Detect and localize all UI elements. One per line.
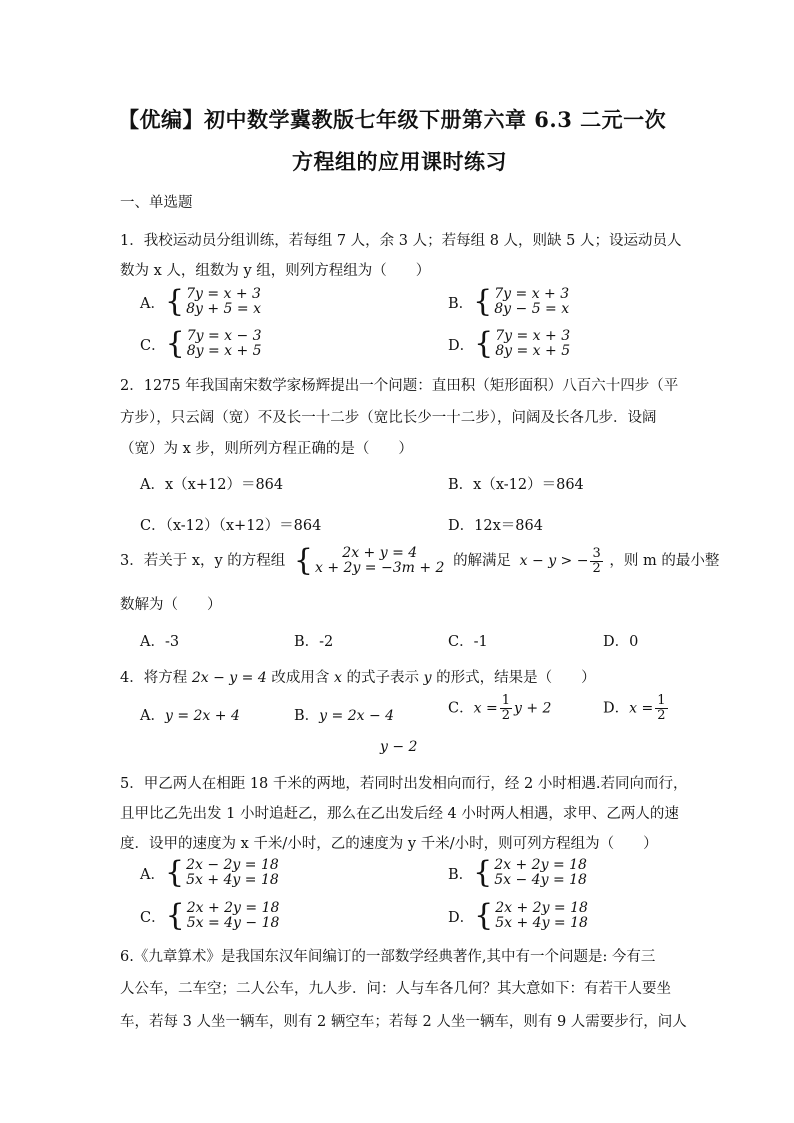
q2-line-2: 方步），只云阔（宽）不及长一十二步（宽比长少一十二步），问阔及长各几步．设阔 xyxy=(120,410,657,426)
q1-option-a xyxy=(140,284,261,319)
q5-option-d xyxy=(448,898,588,933)
q3-line-2: 数解为（ ） xyxy=(120,597,222,613)
equation: 5x = 4y − 18 xyxy=(186,915,280,931)
option-label: A． xyxy=(140,295,165,312)
equation: 5x + 4y = 18 xyxy=(186,872,279,888)
q5-line-1: 5．甲乙两人在相距 18 千米的两地，若同时出发相向而行，经 2 小时相遇.若同向而行， xyxy=(120,776,688,792)
equation: 2x − 2y = 18 xyxy=(186,857,279,873)
q2-option-c: C．（x-12）（x+12）＝864 xyxy=(140,518,322,534)
q3-option-b: B．-2 xyxy=(294,634,334,650)
q4-option-b: B．y = 2x − 4 xyxy=(294,708,395,724)
equation: 8y = x + 5 xyxy=(495,343,571,359)
q4-option-c: C．x = $\frac{1}{2}$ y + 2 xyxy=(448,693,552,723)
option-label: D． xyxy=(448,337,475,354)
q2-option-d: D．12x＝864 xyxy=(448,518,543,534)
q4-option-d-continuation: y − 2 xyxy=(380,739,418,755)
brace-icon: { xyxy=(474,326,494,361)
equation: 5x + 4y = 18 xyxy=(495,915,588,931)
equation: 8y + 5 = x xyxy=(186,301,261,317)
q6-line-1: 6.《九章算术》是我国东汉年间编订的一部数学经典著作,其中有一个问题是: 今有三 xyxy=(120,949,656,965)
q3-line-1: 3．若关于 x，y 的方程组 { 2x + y = 4 x + 2y = −3m + 2 的解满足 x − y > − $\frac{3}{2}$ ，则 m 的最小整 xyxy=(120,543,720,578)
q2-line-1: 2．1275 年我国南宋数学家杨辉提出一个问题：直田积（矩形面积）八百六十四步（平 xyxy=(120,378,679,394)
q1-option-d xyxy=(448,326,571,361)
q6-line-3: 车，若每 3 人坐一辆车，则有 2 辆空车；若每 2 人坐一辆车，则有 9 人需要步行，问人 xyxy=(120,1014,687,1030)
equation: 7y = x − 3 xyxy=(186,328,262,344)
equation: 5x − 4y = 18 xyxy=(494,872,587,888)
equation: 8y − 5 = x xyxy=(494,301,570,317)
q1-line-1: 1．我校运动员分组训练，若每组 7 人，余 3 人；若每组 8 人，则缺 5 人；设运动员人 xyxy=(120,233,682,249)
option-label: D． xyxy=(448,909,475,926)
q3-option-d: D．0 xyxy=(603,634,639,650)
q2-option-a: A．x（x+12）＝864 xyxy=(140,477,284,493)
brace-icon: { xyxy=(293,543,314,578)
equation: 2x + 2y = 18 xyxy=(494,857,587,873)
brace-icon: { xyxy=(164,284,185,319)
q4-option-a: A．y = 2x + 4 xyxy=(140,708,240,724)
option-label: C． xyxy=(140,909,166,926)
brace-icon: { xyxy=(474,898,494,933)
title-line-1: 【优编】初中数学冀教版七年级下册第六章 6.3 二元一次 xyxy=(118,107,667,132)
q4-option-d: D．x = $\frac{1}{2}$ xyxy=(603,693,666,723)
q1-option-c xyxy=(140,326,262,361)
title-line-2: 方程组的应用课时练习 xyxy=(292,149,507,174)
q2-option-b: B．x（x-12）＝864 xyxy=(448,477,584,493)
equation: 2x + y = 4 xyxy=(342,545,418,561)
q3-option-c: C．-1 xyxy=(448,634,488,650)
equation: 7y = x + 3 xyxy=(186,286,261,302)
equation: 2x + 2y = 18 xyxy=(495,900,588,916)
equation: x + 2y = −3m + 2 xyxy=(315,560,445,576)
brace-icon: { xyxy=(164,855,185,890)
equation: 7y = x + 3 xyxy=(494,286,570,302)
equation: 8y = x + 5 xyxy=(186,343,262,359)
q4-line-1: 4．将方程 2x − y = 4 改成用含 x 的式子表示 y 的形式，结果是（ ） xyxy=(120,670,596,686)
q6-line-2: 人公车，二车空；二人公车，九人步．问：人与车各几何？其大意如下：有若干人要坐 xyxy=(120,981,671,997)
brace-icon: { xyxy=(473,284,493,319)
option-label: C． xyxy=(140,337,166,354)
q5-line-3: 度．设甲的速度为 x 千米/小时，乙的速度为 y 千米/小时，则可列方程组为（ ） xyxy=(120,836,658,852)
option-label: B． xyxy=(448,866,474,883)
q5-option-b xyxy=(448,855,587,890)
q1-option-b xyxy=(448,284,570,319)
q5-option-c xyxy=(140,898,280,933)
q3-option-a: A．-3 xyxy=(140,634,180,650)
section-heading: 一、单选题 xyxy=(120,195,193,211)
q5-option-a xyxy=(140,855,279,890)
option-label: A． xyxy=(140,866,165,883)
equation: 7y = x + 3 xyxy=(495,328,571,344)
q5-line-2: 且甲比乙先出发 1 小时追赶乙，那么在乙出发后经 4 小时两人相遇，求甲、乙两人的速 xyxy=(120,806,679,822)
q2-line-3: （宽）为 x 步，则所列方程正确的是（ ） xyxy=(120,441,413,457)
brace-icon: { xyxy=(165,898,185,933)
brace-icon: { xyxy=(165,326,185,361)
equation: 2x + 2y = 18 xyxy=(186,900,280,916)
brace-icon: { xyxy=(473,855,493,890)
option-label: B． xyxy=(448,295,474,312)
q1-line-2: 数为 x 人，组数为 y 组，则列方程组为（ ） xyxy=(120,263,431,279)
